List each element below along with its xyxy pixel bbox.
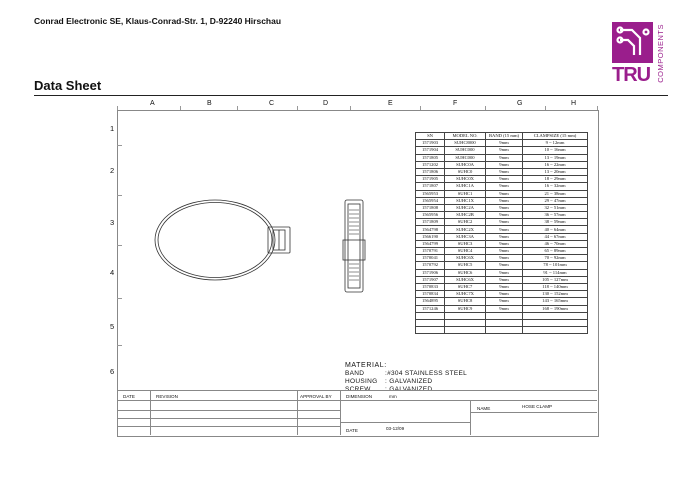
tb-date2-label: DATE — [346, 428, 358, 433]
table-cell — [486, 312, 523, 319]
clamp-size-table — [415, 132, 588, 334]
grid-tick — [297, 106, 298, 110]
table-cell: 1570834 — [416, 291, 445, 298]
table-row — [416, 147, 588, 154]
table-cell: 1570791 — [416, 248, 445, 255]
table-cell: SUHC0X — [445, 176, 486, 183]
table-cell: 1571903 — [416, 140, 445, 147]
grid-tick — [117, 298, 122, 299]
table-cell: SUHC1 — [445, 190, 486, 197]
table-cell: 9mm — [486, 183, 523, 190]
table-cell: 46 ~ 70mm — [523, 240, 588, 247]
table-row — [416, 327, 588, 334]
logo-text: TRU — [612, 64, 651, 86]
table-cell: 1564798 — [416, 226, 445, 233]
table-cell: 1566190 — [416, 233, 445, 240]
table-cell: SUHC7 — [445, 283, 486, 290]
table-cell: 1571807 — [416, 183, 445, 190]
table-cell: 9mm — [486, 255, 523, 262]
table-cell: 143 ~ 165mm — [523, 298, 588, 305]
table-row — [416, 291, 588, 298]
table-cell: 1571808 — [416, 204, 445, 211]
grid-column-label: F — [453, 100, 458, 107]
table-row — [416, 276, 588, 283]
table-cell: SUHC1A — [445, 183, 486, 190]
table-cell: SUHC2X — [445, 226, 486, 233]
table-cell: 1571806 — [416, 168, 445, 175]
grid-tick — [180, 106, 181, 110]
tb-divider — [117, 418, 340, 419]
table-cell: 16 ~ 32mm — [523, 183, 588, 190]
logo-circuit-icon — [612, 22, 653, 63]
table-row — [416, 212, 588, 219]
table-cell: SUHC6X — [445, 255, 486, 262]
table-cell: 18 ~ 29mm — [523, 176, 588, 183]
table-cell: 36 ~ 57mm — [523, 212, 588, 219]
table-cell: 9mm — [486, 168, 523, 175]
grid-tick — [485, 106, 486, 110]
table-cell: 70 ~ 92mm — [523, 255, 588, 262]
tb-divider — [340, 390, 341, 435]
grid-column-label: D — [323, 100, 329, 107]
grid-column-label: H — [571, 100, 577, 107]
grid-row-label: 2 — [110, 166, 115, 175]
table-cell: 1571905 — [416, 176, 445, 183]
table-row — [416, 283, 588, 290]
table-cell: 91 ~ 114mm — [523, 269, 588, 276]
table-cell — [523, 327, 588, 334]
table-row — [416, 233, 588, 240]
table-cell — [486, 327, 523, 334]
table-cell: 13 ~ 20mm — [523, 168, 588, 175]
table-cell: SUHC3 — [445, 240, 486, 247]
table-cell: 9mm — [486, 154, 523, 161]
table-cell: SUHC6 — [445, 269, 486, 276]
table-row — [416, 197, 588, 204]
table-cell: 16 ~ 22mm — [523, 161, 588, 168]
tb-divider — [470, 412, 597, 413]
table-cell: 9mm — [486, 140, 523, 147]
table-row — [416, 176, 588, 183]
table-cell: 9mm — [486, 248, 523, 255]
tb-divider — [340, 422, 470, 423]
table-cell: 1564895 — [416, 298, 445, 305]
table-header: SN — [416, 133, 445, 140]
table-cell: 1570833 — [416, 283, 445, 290]
table-cell: 1565954 — [416, 197, 445, 204]
table-row — [416, 248, 588, 255]
table-cell — [416, 312, 445, 319]
table-cell: 9 ~ 12mm — [523, 140, 588, 147]
table-cell: 44 ~ 67mm — [523, 233, 588, 240]
table-cell: 9mm — [486, 226, 523, 233]
table-cell: 1571809 — [416, 219, 445, 226]
grid-tick — [350, 106, 351, 110]
table-cell: 21 ~ 38mm — [523, 190, 588, 197]
table-cell: 9mm — [486, 305, 523, 312]
tb-approval-label: APPROVAL BY — [300, 394, 332, 399]
tb-divider — [470, 400, 471, 435]
table-cell: 29 ~ 47mm — [523, 197, 588, 204]
table-row — [416, 262, 588, 269]
table-cell: 9mm — [486, 176, 523, 183]
tb-divider — [117, 426, 340, 427]
table-cell: 1571202 — [416, 161, 445, 168]
tb-name-label: NAME — [477, 406, 491, 411]
table-row — [416, 269, 588, 276]
logo-subtext: COMPONENTS — [656, 24, 665, 83]
table-cell: SUHC2 — [445, 219, 486, 226]
material-value: :#304 STAINLESS STEEL — [385, 370, 468, 377]
table-cell: SUHC000 — [445, 147, 486, 154]
table-cell: 9mm — [486, 269, 523, 276]
table-row — [416, 168, 588, 175]
table-cell: SUHC8 — [445, 298, 486, 305]
table-cell: 130 ~ 152mm — [523, 291, 588, 298]
table-cell: 65 ~ 89mm — [523, 248, 588, 255]
grid-tick — [117, 195, 122, 196]
table-cell: 9mm — [486, 197, 523, 204]
table-cell: 1571906 — [416, 269, 445, 276]
table-cell: SUHC5 — [445, 262, 486, 269]
table-row — [416, 240, 588, 247]
tb-divider — [340, 400, 597, 401]
company-address: Conrad Electronic SE, Klaus-Conrad-Str. 1, D-92240 Hirschau — [34, 16, 282, 26]
table-cell — [445, 327, 486, 334]
table-cell: 9mm — [486, 233, 523, 240]
table-cell: 1571805 — [416, 154, 445, 161]
tru-logo — [612, 22, 672, 87]
table-cell: SUHC9 — [445, 305, 486, 312]
material-label: HOUSING — [345, 378, 378, 385]
table-cell: 1565956 — [416, 212, 445, 219]
table-cell: 9mm — [486, 262, 523, 269]
grid-row-label: 6 — [110, 367, 115, 376]
table-cell: 38 ~ 59mm — [523, 219, 588, 226]
table-row — [416, 140, 588, 147]
table-row — [416, 183, 588, 190]
table-cell — [445, 312, 486, 319]
table-cell: 9mm — [486, 147, 523, 154]
table-cell: 1564799 — [416, 240, 445, 247]
table-cell: SUHC6X — [445, 276, 486, 283]
grid-column-label: C — [269, 100, 275, 107]
table-cell: 1571246 — [416, 305, 445, 312]
table-cell: 1570041 — [416, 255, 445, 262]
table-cell: SUHC0 — [445, 168, 486, 175]
grid-tick — [117, 106, 118, 110]
tb-date2-value: 03-12/09 — [386, 426, 405, 431]
table-cell: 9mm — [486, 276, 523, 283]
table-cell: SUHC3A — [445, 233, 486, 240]
table-row — [416, 298, 588, 305]
table-cell: 1570792 — [416, 262, 445, 269]
tb-divider — [150, 390, 151, 435]
grid-column-label: A — [150, 100, 155, 107]
grid-column-label: B — [207, 100, 212, 107]
grid-row-label: 4 — [110, 268, 115, 277]
tb-dimension-value: mm — [389, 394, 397, 399]
table-cell: SUHC0A — [445, 161, 486, 168]
table-cell — [416, 327, 445, 334]
material-label: BAND — [345, 370, 365, 377]
table-cell: 9mm — [486, 161, 523, 168]
table-header: MODEL NO. — [445, 133, 486, 140]
table-cell — [486, 319, 523, 326]
grid-row-label: 1 — [110, 124, 115, 133]
tb-date-label: DATE — [123, 394, 135, 399]
table-row — [416, 226, 588, 233]
table-cell: 1565953 — [416, 190, 445, 197]
table-cell: SUHC4 — [445, 248, 486, 255]
table-cell — [523, 319, 588, 326]
table-row — [416, 319, 588, 326]
grid-tick — [420, 106, 421, 110]
tb-name-value: HOSE CLAMP — [522, 404, 553, 409]
table-cell: 105 ~ 127mm — [523, 276, 588, 283]
table-cell: 9mm — [486, 219, 523, 226]
table-cell: 9mm — [486, 212, 523, 219]
table-cell — [523, 312, 588, 319]
grid-tick — [117, 245, 122, 246]
grid-column-label: G — [517, 100, 523, 107]
grid-tick — [597, 106, 598, 110]
grid-row-label: 3 — [110, 218, 115, 227]
table-cell: 13 ~ 19mm — [523, 154, 588, 161]
material-value: : GALVANIZED — [385, 386, 433, 393]
table-cell: 9mm — [486, 298, 523, 305]
table-row — [416, 161, 588, 168]
table-cell: SUHC7X — [445, 291, 486, 298]
page-title: Data Sheet — [34, 78, 102, 93]
tb-revision-label: REVISION — [156, 394, 178, 399]
table-cell: 9mm — [486, 190, 523, 197]
material-value: : GALVANIZED — [385, 378, 433, 385]
grid-tick — [545, 106, 546, 110]
material-label: SCREW — [345, 386, 371, 393]
table-cell — [445, 319, 486, 326]
table-row — [416, 255, 588, 262]
table-cell: SUHC2B — [445, 212, 486, 219]
table-row — [416, 219, 588, 226]
table-cell: 32 ~ 51mm — [523, 204, 588, 211]
table-header: CLAMPSIZE (15 mm) — [523, 133, 588, 140]
table-cell: 78 ~ 101mm — [523, 262, 588, 269]
table-row — [416, 204, 588, 211]
grid-column-label: E — [388, 100, 393, 107]
table-cell: 168 ~ 190mm — [523, 305, 588, 312]
table-cell: 118 ~ 140mm — [523, 283, 588, 290]
table-row — [416, 154, 588, 161]
grid-tick — [117, 345, 122, 346]
table-cell: SUHC2A — [445, 204, 486, 211]
grid-row-label: 5 — [110, 322, 115, 331]
tb-divider — [297, 390, 298, 435]
material-title: MATERIAL: — [345, 362, 387, 369]
table-cell: 9mm — [486, 291, 523, 298]
title-rule — [34, 95, 668, 96]
table-cell: 10 ~ 16mm — [523, 147, 588, 154]
table-cell: SUHC000 — [445, 154, 486, 161]
table-cell: 1571904 — [416, 147, 445, 154]
table-cell: 9mm — [486, 204, 523, 211]
table-header: BAND (15 mm) — [486, 133, 523, 140]
tb-divider — [117, 410, 340, 411]
grid-tick — [237, 106, 238, 110]
table-cell: 9mm — [486, 283, 523, 290]
table-row — [416, 190, 588, 197]
table-cell — [416, 319, 445, 326]
table-cell: 9mm — [486, 240, 523, 247]
grid-tick — [117, 145, 122, 146]
table-cell: 40 ~ 64mm — [523, 226, 588, 233]
hose-clamp-drawing — [140, 190, 380, 300]
table-row — [416, 305, 588, 312]
table-cell: SUHC8000 — [445, 140, 486, 147]
table-cell: 1571907 — [416, 276, 445, 283]
table-row — [416, 312, 588, 319]
table-cell: SUHC1X — [445, 197, 486, 204]
tb-dimension-label: DIMENSION — [346, 394, 373, 399]
